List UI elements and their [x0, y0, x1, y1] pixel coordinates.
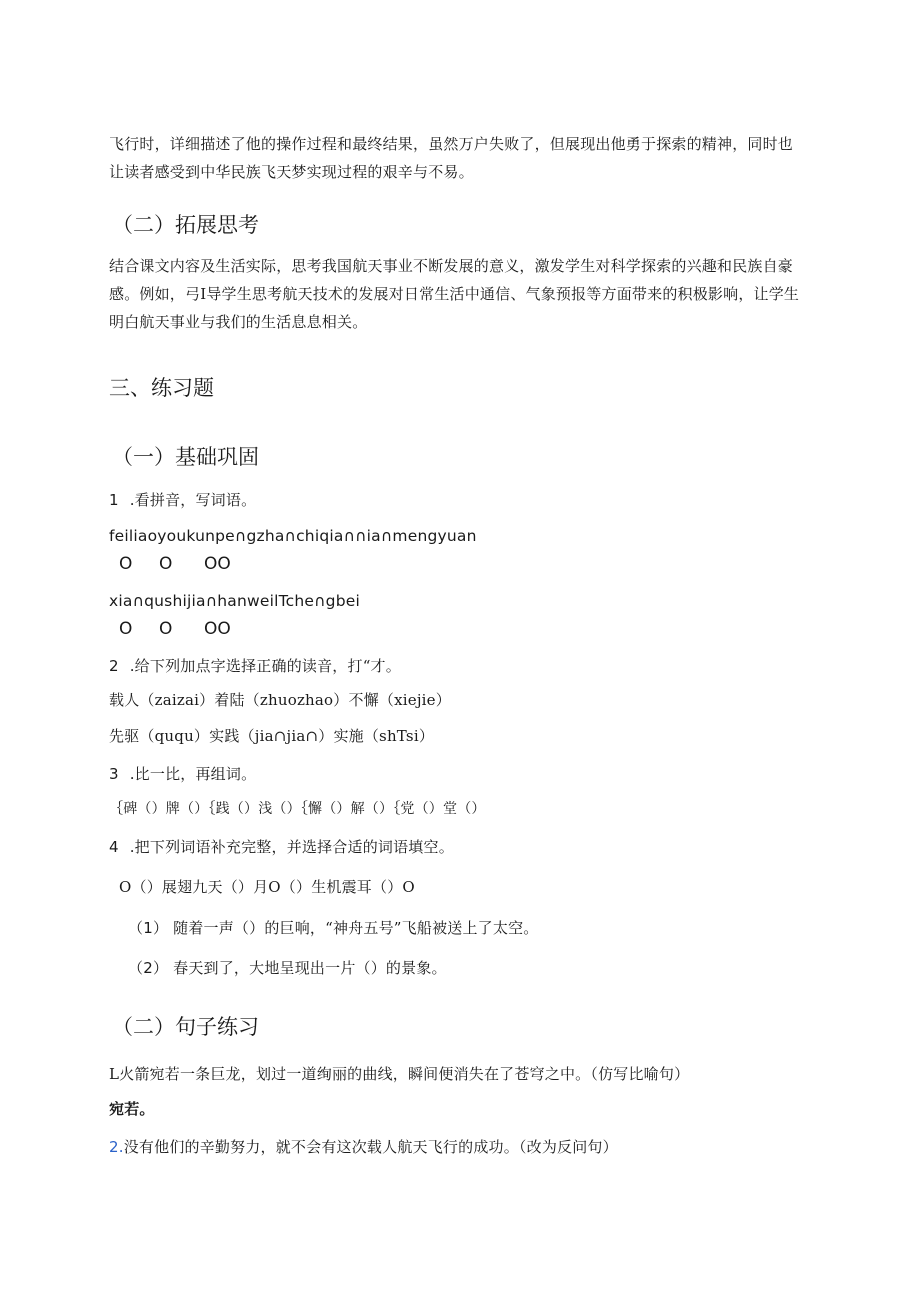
compare-words-line: ｛碑（）牌（）｛践（）浅（）｛懈（）解（）｛党（）堂（） [109, 801, 486, 817]
extend-line-2: 感。例如，弓I导学生思考航天技术的发展对日常生活中通信、气象预报等方面带来的积极影响，让学生 [109, 285, 800, 303]
complete-words-line: O（）展翅九天（）月O（）生机震耳（）O [119, 878, 415, 896]
sentence-question-2-text: 没有他们的辛勤努力，就不会有这次载人航天飞行的成功。（改为反问句） [123, 1138, 618, 1156]
answer-box[interactable]: OO [204, 619, 231, 639]
extend-line-1: 结合课文内容及生活实际，思考我国航天事业不断发展的意义，激发学生对科学探索的兴趣和民族自豪 [109, 257, 794, 275]
extend-heading: （二）拓展思考 [112, 213, 259, 237]
fill-sentence-1-text: 随着一声（）的巨响，“神舟五号”飞船被送上了太空。 [173, 919, 539, 937]
question-2-number: 2 [109, 657, 119, 675]
question-4-text: .把下列词语补充完整，并选择合适的词语填空。 [129, 838, 454, 856]
question-2 [109, 652, 401, 680]
question-1 [109, 486, 256, 514]
answer-boxes-2 [119, 619, 231, 639]
answer-box[interactable]: O [159, 554, 173, 574]
answer-box[interactable]: O [119, 619, 133, 639]
question-2-text: .给下列加点字选择正确的读音，打“才。 [129, 657, 401, 675]
fill-sentence-2 [128, 954, 447, 982]
question-3-text: .比一比，再组词。 [129, 765, 257, 783]
intro-line-2: 让读者感受到中华民族飞天梦实现过程的艰辛与不易。 [109, 163, 474, 181]
pinyin-line-1: feiliaoyoukunpe∩gzha∩chiqia∩∩ia∩mengyuan [109, 527, 477, 545]
intro-line-1: 飞行时，详细描述了他的操作过程和最终结果，虽然万户失败了，但展现出他勇于探索的精神，同时也 [109, 135, 794, 153]
sentence-question-1: L火箭宛若一条巨龙，划过一道绚丽的曲线，瞬间便消失在了苍穹之中。（仿写比喻句） [109, 1065, 690, 1083]
basic-heading: （一）基础巩固 [112, 445, 259, 469]
exercise-heading: 三、练习题 [109, 376, 214, 400]
question-4 [109, 833, 454, 861]
fill-sentence-2-text: 春天到了，大地呈现出一片（）的景象。 [173, 959, 447, 977]
question-3-number: 3 [109, 765, 119, 783]
sentence-question-2 [109, 1133, 618, 1161]
pinyin-line-2: xia∩qushijia∩hanweilTche∩gbei [109, 592, 360, 610]
answer-boxes-1 [119, 554, 231, 574]
question-4-number: 4 [109, 838, 119, 856]
fill-sentence-1 [128, 914, 538, 942]
question-1-text: .看拼音，写词语。 [129, 491, 257, 509]
question-3 [109, 760, 256, 788]
question-1-number: 1 [109, 491, 119, 509]
fill-sentence-1-number: （1） [128, 919, 169, 937]
pronunciation-line-2: 先驱（ququ）实践（jia∩jia∩）实施（shTsi） [109, 727, 435, 745]
sentence-answer-1: 宛若。 [109, 1100, 155, 1118]
answer-box[interactable]: O [119, 554, 133, 574]
answer-box[interactable]: O [159, 619, 173, 639]
answer-box[interactable]: OO [204, 554, 231, 574]
fill-sentence-2-number: （2） [128, 959, 169, 977]
extend-line-3: 明白航天事业与我们的生活息息相关。 [109, 313, 368, 331]
sentence-heading: （二）句子练习 [112, 1015, 259, 1039]
sentence-question-2-number: 2. [109, 1138, 124, 1156]
pronunciation-line-1: 载人（zaizai）着陆（zhuozhao）不懈（xiejie） [109, 691, 451, 709]
